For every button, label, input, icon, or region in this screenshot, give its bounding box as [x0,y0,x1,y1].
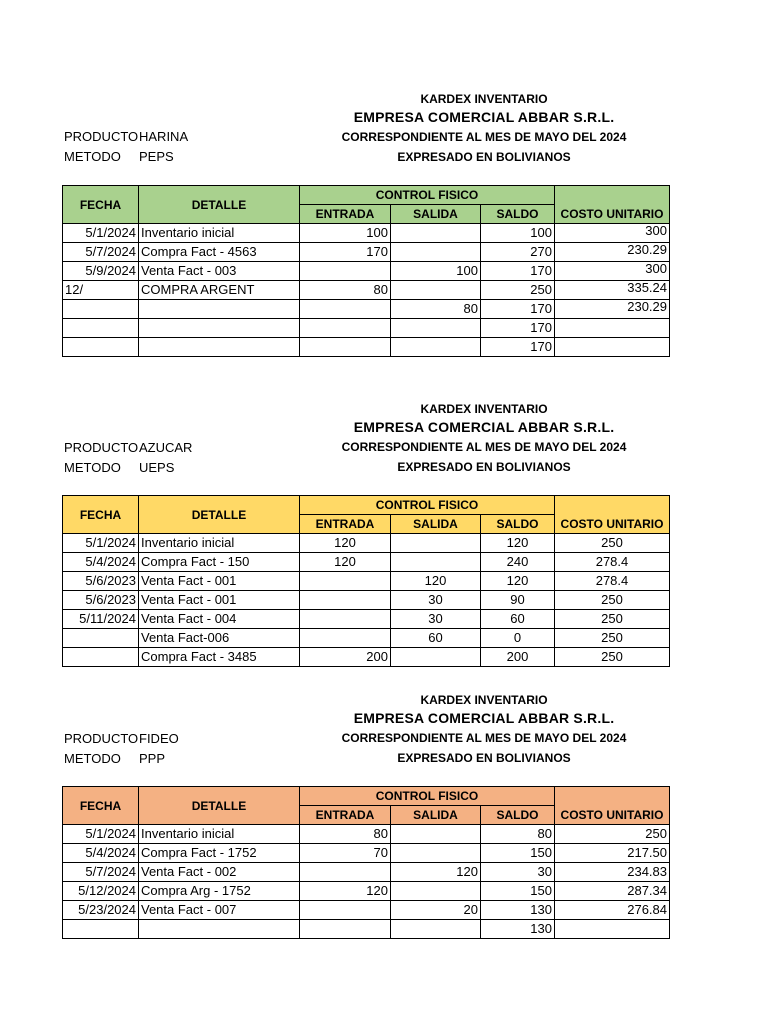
header-control-fisico: CONTROL FISICO [300,787,555,806]
header-fecha: FECHA [63,787,139,825]
cell-detalle: Venta Fact-006 [139,629,300,648]
cell-entrada: 120 [300,553,391,572]
cell-fecha [63,629,139,648]
cell-salida [391,825,481,844]
currency-subtitle: EXPRESADO EN BOLIVIANOS [397,150,571,164]
metodo-value: PPP [139,751,166,766]
cell-entrada [300,262,391,281]
cell-entrada [300,338,391,357]
company-title: EMPRESA COMERCIAL ABBAR S.R.L. [353,710,615,726]
header-control-fisico: CONTROL FISICO [300,186,555,205]
table-row [63,319,670,338]
cell-entrada [300,572,391,591]
cell-fecha: 5/1/2024 [63,825,139,844]
cell-fecha: 5/12/2024 [63,882,139,901]
metodo-value: UEPS [139,460,175,475]
metodo-value: PEPS [139,149,174,164]
cell-detalle: Compra Fact - 150 [139,553,300,572]
cell-salida [391,281,481,300]
cell-detalle [139,920,300,939]
cell-costo: 250 [555,610,670,629]
cell-entrada: 70 [300,844,391,863]
cell-costo: 250 [555,591,670,610]
cell-fecha [63,338,139,357]
cell-saldo: 60 [481,610,555,629]
producto-label: PRODUCTO [64,129,139,144]
header-saldo: SALDO [481,515,555,534]
cell-fecha: 5/6/2023 [63,591,139,610]
table-row [63,262,670,281]
cell-fecha [63,319,139,338]
cell-detalle: Compra Fact - 3485 [139,648,300,667]
cell-salida [391,224,481,243]
table-row [63,591,670,610]
header-salida: SALIDA [391,806,481,825]
cell-saldo: 270 [481,243,555,262]
cell-saldo: 30 [481,863,555,882]
company-title: EMPRESA COMERCIAL ABBAR S.R.L. [353,419,615,435]
kardex-title: KARDEX INVENTARIO [420,92,548,106]
cell-entrada: 170 [300,243,391,262]
header-costo-unitario: COSTO UNITARIO [555,496,670,534]
cell-detalle: Compra Fact - 4563 [139,243,300,262]
cell-costo: 278.4 [555,572,670,591]
cell-saldo: 0 [481,629,555,648]
cell-salida: 120 [391,863,481,882]
cell-detalle: Venta Fact - 001 [139,572,300,591]
header-detalle: DETALLE [139,787,300,825]
cell-salida: 100 [391,262,481,281]
cell-costo: 250 [555,534,670,553]
cell-costo: 234.83 [555,863,670,882]
table-row [63,610,670,629]
table-row [63,901,670,920]
header-detalle: DETALLE [139,496,300,534]
cell-detalle: Compra Arg - 1752 [139,882,300,901]
producto-value: AZUCAR [139,440,193,455]
cell-costo: 230.29 [555,300,670,319]
cell-costo [555,319,670,338]
kardex-title: KARDEX INVENTARIO [420,402,548,416]
cell-salida [391,920,481,939]
cell-entrada [300,920,391,939]
cell-detalle: Venta Fact - 002 [139,863,300,882]
cell-salida: 30 [391,591,481,610]
cell-costo: 276.84 [555,901,670,920]
header-costo-unitario: COSTO UNITARIO [555,186,670,224]
producto-value: HARINA [139,129,189,144]
table-row [63,629,670,648]
cell-salida [391,338,481,357]
cell-saldo: 170 [481,262,555,281]
cell-detalle: Inventario inicial [139,825,300,844]
cell-saldo: 90 [481,591,555,610]
header-saldo: SALDO [481,806,555,825]
cell-fecha [63,300,139,319]
producto-label: PRODUCTO [64,731,139,746]
cell-entrada [300,901,391,920]
cell-salida [391,844,481,863]
header-entrada: ENTRADA [300,205,391,224]
cell-detalle [139,300,300,319]
cell-costo: 217.50 [555,844,670,863]
cell-salida [391,553,481,572]
cell-fecha: 5/4/2024 [63,553,139,572]
header-saldo: SALDO [481,205,555,224]
cell-fecha [63,648,139,667]
cell-fecha [63,920,139,939]
cell-entrada: 200 [300,648,391,667]
cell-salida: 30 [391,610,481,629]
cell-saldo: 170 [481,319,555,338]
cell-salida: 120 [391,572,481,591]
cell-entrada [300,863,391,882]
cell-saldo: 80 [481,825,555,844]
company-title: EMPRESA COMERCIAL ABBAR S.R.L. [353,109,615,125]
cell-fecha: 5/1/2024 [63,534,139,553]
cell-detalle: Venta Fact - 001 [139,591,300,610]
cell-costo: 300 [555,262,670,281]
cell-fecha: 5/1/2024 [63,224,139,243]
table-row [63,572,670,591]
cell-entrada: 80 [300,825,391,844]
cell-costo: 287.34 [555,882,670,901]
cell-costo: 250 [555,825,670,844]
header-salida: SALIDA [391,205,481,224]
header-salida: SALIDA [391,515,481,534]
currency-subtitle: EXPRESADO EN BOLIVIANOS [397,751,571,765]
cell-costo: 250 [555,648,670,667]
cell-salida [391,882,481,901]
cell-salida: 60 [391,629,481,648]
cell-saldo: 120 [481,572,555,591]
cell-detalle: COMPRA ARGENT [139,281,300,300]
table-row [63,224,670,243]
header-costo-unitario: COSTO UNITARIO [555,787,670,825]
cell-saldo: 240 [481,553,555,572]
header-entrada: ENTRADA [300,806,391,825]
cell-fecha: 5/7/2024 [63,863,139,882]
cell-saldo: 200 [481,648,555,667]
cell-detalle: Inventario inicial [139,224,300,243]
cell-entrada: 100 [300,224,391,243]
cell-costo: 335.24 [555,281,670,300]
cell-saldo: 120 [481,534,555,553]
cell-entrada [300,319,391,338]
cell-fecha: 12/ [63,281,139,300]
cell-fecha: 5/9/2024 [63,262,139,281]
cell-entrada [300,591,391,610]
header-control-fisico: CONTROL FISICO [300,496,555,515]
cell-detalle: Venta Fact - 007 [139,901,300,920]
cell-saldo: 100 [481,224,555,243]
table-row [63,920,670,939]
kardex-table [62,786,670,939]
cell-fecha: 5/23/2024 [63,901,139,920]
header-fecha: FECHA [63,186,139,224]
cell-saldo: 150 [481,844,555,863]
cell-saldo: 170 [481,300,555,319]
cell-salida [391,243,481,262]
cell-salida: 20 [391,901,481,920]
table-row [63,844,670,863]
cell-entrada [300,300,391,319]
table-row [63,553,670,572]
cell-detalle: Inventario inicial [139,534,300,553]
cell-costo: 250 [555,629,670,648]
period-subtitle: CORRESPONDIENTE AL MES DE MAYO DEL 2024 [341,440,627,454]
cell-fecha: 5/4/2024 [63,844,139,863]
header-detalle: DETALLE [139,186,300,224]
cell-entrada: 120 [300,882,391,901]
producto-label: PRODUCTO [64,440,139,455]
cell-costo [555,920,670,939]
table-row [63,648,670,667]
kardex-title: KARDEX INVENTARIO [420,693,548,707]
cell-costo: 278.4 [555,553,670,572]
metodo-label: METODO [64,751,121,766]
cell-detalle [139,338,300,357]
cell-entrada [300,629,391,648]
cell-saldo: 150 [481,882,555,901]
cell-saldo: 130 [481,901,555,920]
table-row [63,338,670,357]
cell-saldo: 250 [481,281,555,300]
cell-salida [391,319,481,338]
cell-fecha: 5/6/2023 [63,572,139,591]
table-row [63,281,670,300]
period-subtitle: CORRESPONDIENTE AL MES DE MAYO DEL 2024 [341,130,627,144]
cell-salida [391,534,481,553]
cell-fecha: 5/11/2024 [63,610,139,629]
table-row [63,243,670,262]
header-entrada: ENTRADA [300,515,391,534]
cell-detalle: Venta Fact - 003 [139,262,300,281]
kardex-table [62,495,670,667]
cell-fecha: 5/7/2024 [63,243,139,262]
producto-value: FIDEO [139,731,179,746]
cell-entrada [300,610,391,629]
kardex-table [62,185,670,357]
cell-detalle [139,319,300,338]
cell-costo: 230.29 [555,243,670,262]
cell-saldo: 130 [481,920,555,939]
cell-salida [391,648,481,667]
header-fecha: FECHA [63,496,139,534]
metodo-label: METODO [64,149,121,164]
table-row [63,882,670,901]
table-row [63,825,670,844]
cell-detalle: Venta Fact - 004 [139,610,300,629]
table-row [63,300,670,319]
cell-costo: 300 [555,224,670,243]
table-row [63,534,670,553]
currency-subtitle: EXPRESADO EN BOLIVIANOS [397,460,571,474]
cell-costo [555,338,670,357]
cell-salida: 80 [391,300,481,319]
table-row [63,863,670,882]
metodo-label: METODO [64,460,121,475]
cell-entrada: 80 [300,281,391,300]
period-subtitle: CORRESPONDIENTE AL MES DE MAYO DEL 2024 [341,731,627,745]
cell-detalle: Compra Fact - 1752 [139,844,300,863]
cell-saldo: 170 [481,338,555,357]
cell-entrada: 120 [300,534,391,553]
